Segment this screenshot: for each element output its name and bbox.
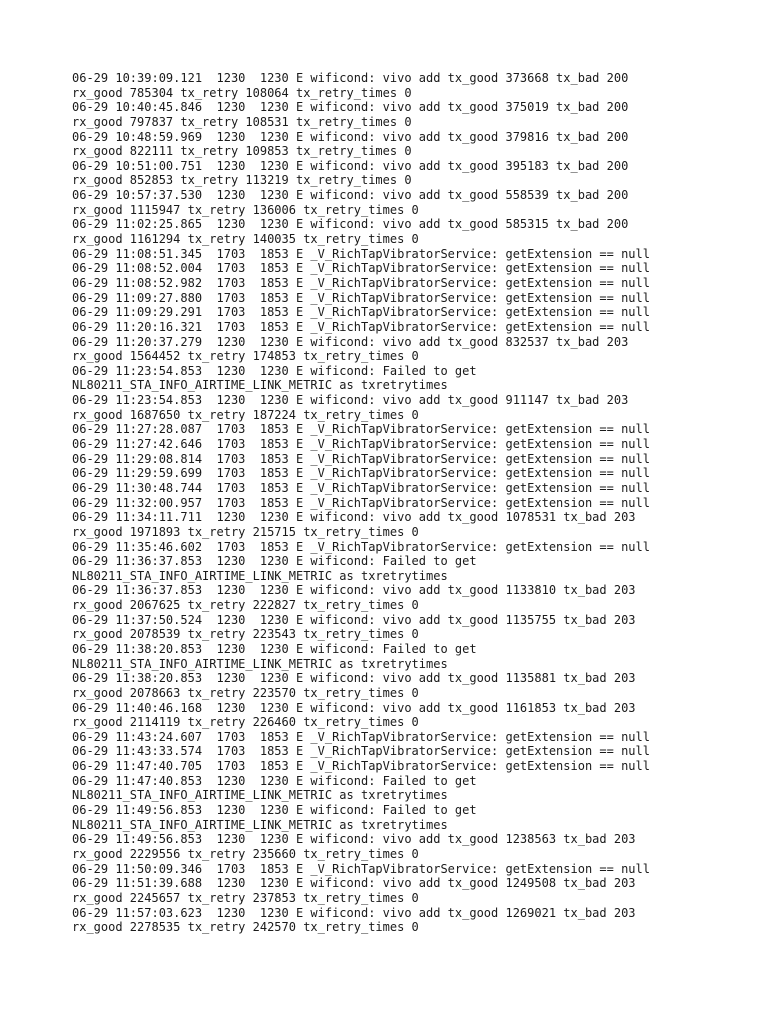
log-line: 06-29 10:39:09.121 1230 1230 E wificond: vivo add tx_good 373668 tx_bad 200	[72, 71, 629, 85]
log-line: rx_good 1115947 tx_retry 136006 tx_retry_times 0	[72, 202, 419, 217]
log-line: 06-29 11:51:39.688 1230 1230 E wificond: vivo add tx_good 1249508 tx_bad 203	[72, 876, 636, 891]
log-line: 06-29 11:35:46.602 1703 1853 E _V_RichTapVibratorService: getExtension == null	[72, 539, 650, 554]
log-line: 06-29 11:38:20.853 1230 1230 E wificond: vivo add tx_good 1135881 tx_bad 203	[72, 671, 636, 686]
log-line: 06-29 11:29:08.814 1703 1853 E _V_RichTapVibratorService: getExtension == null	[72, 451, 650, 466]
log-line: 06-29 11:34:11.711 1230 1230 E wificond: vivo add tx_good 1078531 tx_bad 203	[72, 510, 636, 525]
log-line: rx_good 2278535 tx_retry 242570 tx_retry_times 0	[72, 920, 419, 935]
log-line: 06-29 11:50:09.346 1703 1853 E _V_RichTapVibratorService: getExtension == null	[72, 861, 650, 876]
log-line: rx_good 2067625 tx_retry 222827 tx_retry_times 0	[72, 598, 419, 613]
log-line: 06-29 11:08:52.982 1703 1853 E _V_RichTapVibratorService: getExtension == null	[72, 275, 650, 290]
log-line: rx_good 797837 tx_retry 108531 tx_retry_times 0	[72, 114, 412, 129]
log-line: rx_good 1564452 tx_retry 174853 tx_retry_times 0	[72, 349, 419, 364]
log-line: 06-29 11:32:00.957 1703 1853 E _V_RichTapVibratorService: getExtension == null	[72, 495, 650, 510]
log-line: 06-29 11:49:56.853 1230 1230 E wificond: vivo add tx_good 1238563 tx_bad 203	[72, 832, 636, 847]
log-text-block	[72, 71, 752, 935]
log-line: NL80211_STA_INFO_AIRTIME_LINK_METRIC as txretrytimes	[72, 656, 448, 671]
log-line: 06-29 11:29:59.699 1703 1853 E _V_RichTapVibratorService: getExtension == null	[72, 466, 650, 481]
log-line: 06-29 10:57:37.530 1230 1230 E wificond: vivo add tx_good 558539 tx_bad 200	[72, 188, 629, 203]
log-line: 06-29 11:40:46.168 1230 1230 E wificond: vivo add tx_good 1161853 tx_bad 203	[72, 700, 636, 715]
log-line: rx_good 1687650 tx_retry 187224 tx_retry_times 0	[72, 407, 419, 422]
log-line: 06-29 11:27:42.646 1703 1853 E _V_RichTapVibratorService: getExtension == null	[72, 437, 650, 452]
log-line: 06-29 11:36:37.853 1230 1230 E wificond: Failed to get	[72, 554, 477, 569]
log-line: rx_good 1971893 tx_retry 215715 tx_retry_times 0	[72, 524, 419, 539]
log-line: rx_good 785304 tx_retry 108064 tx_retry_times 0	[72, 85, 412, 100]
log-line: 06-29 11:09:29.291 1703 1853 E _V_RichTapVibratorService: getExtension == null	[72, 305, 650, 320]
log-line: 06-29 11:27:28.087 1703 1853 E _V_RichTapVibratorService: getExtension == null	[72, 422, 650, 437]
log-line: 06-29 11:30:48.744 1703 1853 E _V_RichTapVibratorService: getExtension == null	[72, 480, 650, 495]
log-line: rx_good 2245657 tx_retry 237853 tx_retry_times 0	[72, 890, 419, 905]
log-line: 06-29 11:38:20.853 1230 1230 E wificond: Failed to get	[72, 641, 477, 656]
log-line: 06-29 11:02:25.865 1230 1230 E wificond: vivo add tx_good 585315 tx_bad 200	[72, 217, 629, 232]
log-line: rx_good 2078539 tx_retry 223543 tx_retry_times 0	[72, 627, 419, 642]
log-line: 06-29 11:23:54.853 1230 1230 E wificond: vivo add tx_good 911147 tx_bad 203	[72, 393, 629, 408]
log-line: 06-29 11:37:50.524 1230 1230 E wificond: vivo add tx_good 1135755 tx_bad 203	[72, 612, 636, 627]
log-line: 06-29 11:20:37.279 1230 1230 E wificond: vivo add tx_good 832537 tx_bad 203	[72, 334, 629, 349]
log-line: 06-29 11:08:52.004 1703 1853 E _V_RichTapVibratorService: getExtension == null	[72, 261, 650, 276]
log-line: 06-29 11:23:54.853 1230 1230 E wificond: Failed to get	[72, 363, 477, 378]
log-line: rx_good 2229556 tx_retry 235660 tx_retry_times 0	[72, 846, 419, 861]
log-line: 06-29 11:57:03.623 1230 1230 E wificond: vivo add tx_good 1269021 tx_bad 203	[72, 905, 636, 920]
log-line: 06-29 11:49:56.853 1230 1230 E wificond: Failed to get	[72, 803, 477, 818]
log-line: NL80211_STA_INFO_AIRTIME_LINK_METRIC as txretrytimes	[72, 817, 448, 832]
log-line: 06-29 10:51:00.751 1230 1230 E wificond: vivo add tx_good 395183 tx_bad 200	[72, 158, 629, 173]
log-line: 06-29 11:36:37.853 1230 1230 E wificond: vivo add tx_good 1133810 tx_bad 203	[72, 583, 636, 598]
log-line: rx_good 2114119 tx_retry 226460 tx_retry_times 0	[72, 715, 419, 730]
log-line: NL80211_STA_INFO_AIRTIME_LINK_METRIC as txretrytimes	[72, 568, 448, 583]
log-line: 06-29 11:47:40.705 1703 1853 E _V_RichTapVibratorService: getExtension == null	[72, 759, 650, 774]
log-line: 06-29 11:20:16.321 1703 1853 E _V_RichTapVibratorService: getExtension == null	[72, 319, 650, 334]
log-line: 06-29 11:43:24.607 1703 1853 E _V_RichTapVibratorService: getExtension == null	[72, 729, 650, 744]
log-line: 06-29 11:47:40.853 1230 1230 E wificond: Failed to get	[72, 773, 477, 788]
log-line: rx_good 852853 tx_retry 113219 tx_retry_times 0	[72, 173, 412, 188]
log-line: 06-29 10:48:59.969 1230 1230 E wificond: vivo add tx_good 379816 tx_bad 200	[72, 129, 629, 144]
log-line: 06-29 11:43:33.574 1703 1853 E _V_RichTapVibratorService: getExtension == null	[72, 744, 650, 759]
log-line: rx_good 1161294 tx_retry 140035 tx_retry_times 0	[72, 232, 419, 247]
log-line: rx_good 2078663 tx_retry 223570 tx_retry_times 0	[72, 685, 419, 700]
log-line: 06-29 11:08:51.345 1703 1853 E _V_RichTapVibratorService: getExtension == null	[72, 246, 650, 261]
log-line: rx_good 822111 tx_retry 109853 tx_retry_times 0	[72, 144, 412, 159]
log-line: 06-29 10:40:45.846 1230 1230 E wificond: vivo add tx_good 375019 tx_bad 200	[72, 100, 629, 115]
log-line: NL80211_STA_INFO_AIRTIME_LINK_METRIC as txretrytimes	[72, 788, 448, 803]
log-line: 06-29 11:09:27.880 1703 1853 E _V_RichTapVibratorService: getExtension == null	[72, 290, 650, 305]
log-line: NL80211_STA_INFO_AIRTIME_LINK_METRIC as txretrytimes	[72, 378, 448, 393]
